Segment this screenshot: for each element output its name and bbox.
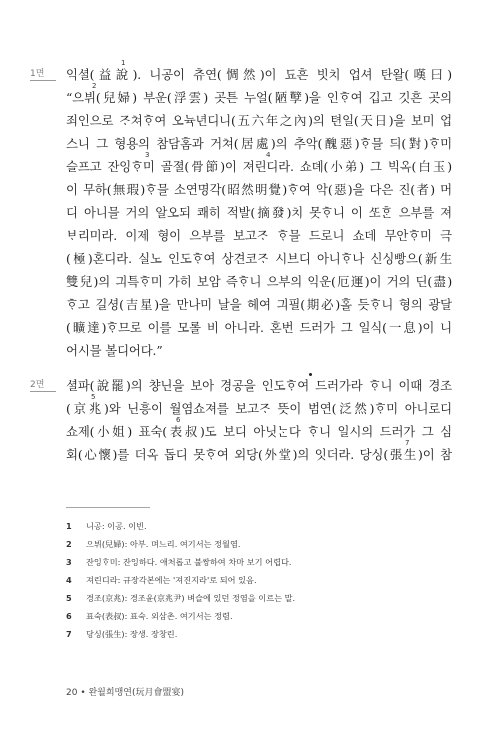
footnote-marker-5: 5: [91, 393, 96, 401]
footnote-marker-1: 1: [121, 59, 126, 67]
section-label-2: 2면: [30, 380, 45, 390]
footnote-item: 2 으뷔(兒婦): 아부. 며느리. 여기서는 정월염.: [66, 539, 241, 549]
section-rule-2: [30, 391, 56, 392]
footnote-item: 3 잔잉ᄒᆞ미: 잔잉하다. 애처롭고 불쌍하여 차마 보기 어렵다.: [66, 557, 292, 567]
footnote-marker-2: 2: [92, 82, 97, 90]
text-line: 회(心懷)를 더옥 돕디 못ᄒᆞ여 외당(外堂)의 잇더라. 당싱(張生)이 참: [66, 447, 452, 462]
text-line: 죄인으로 ᄌᆞ쳐ᄒᆞ여 오뉵년디니(五六年之內)의 텬일(天日)을 보미 업: [66, 113, 452, 128]
text-line: 어시믈 볼디어다.”: [66, 343, 163, 358]
footnote-item: 6 표숙(表叔): 표숙. 외삼촌. 여기서는 정렴.: [66, 611, 233, 621]
text-line: “으뷔(兒婦) 부운(浮雲) 곳튼 누얼(陋孼)을 인ᄒᆞ여 깁고 깃흔 곳의: [66, 90, 452, 105]
footnote-item: 4 져린디라: 규장각본에는 '져진지라'로 되어 있음.: [66, 575, 257, 585]
footnote-item: 1 니공: 이공. 이빈.: [66, 521, 147, 531]
text-line: 슬프고 잔잉ᄒᆞ미 골졀(骨節)이 져린디라. 쇼뎨(小弟) 그 빅옥(白玉): [66, 159, 452, 174]
text-line: (極)혼디라. 실노 인도ᄒᆞ여 상견코ᄌᆞ 시브디 아니ᄒᆞ나 신싱빵으(新生: [66, 251, 452, 266]
emphasis-dot: [309, 373, 312, 376]
footnote-marker-3: 3: [145, 151, 150, 159]
footnote-marker-7: 7: [405, 439, 410, 447]
page-footer: 20 • 완월희맹연(玩月會盟宴): [66, 688, 184, 698]
footnote-marker-6: 6: [176, 416, 181, 424]
text-line: (京兆)와 닌흥이 월염쇼져를 보고ᄌᆞ 뜻이 범연(泛然)ᄒᆞ미 아니로디: [66, 401, 452, 416]
footnote-item: 7 당싱(張生): 장생. 장창린.: [66, 629, 178, 639]
text-line: 雙兒)의 긔특ᄒᆞ미 가히 보암 즉ᄒᆞ니 으부의 익운(厄運)이 거의 딘(盡): [66, 274, 452, 289]
text-line: 셜파(說罷)의 챵닌을 보아 경공을 인도ᄒᆞ여 드러가라 ᄒᆞ니 이때 경조: [66, 378, 452, 393]
text-line: 스니 그 형용의 참담홈과 거쳐(居處)의 추악(醜惡)ᄒᆞ믈 듸(對)ᄒᆞ미: [66, 136, 452, 151]
text-line: 이 무하(無瑕)ᄒᆞ믈 소연명각(昭然明覺)ᄒᆞ여 악(惡)을 다은 진(者) 머: [66, 182, 452, 197]
footnote-marker-4: 4: [266, 151, 271, 159]
text-line: 익셜(益說). 니공이 츄연(惆然)이 됴흔 빗치 업셔 탄왈(嘆曰): [66, 67, 452, 82]
footnote-item: 5 경조(京兆): 경조윤(京兆尹) 벼슬에 있던 정염을 이르는 말.: [66, 593, 296, 603]
section-rule-1: [30, 80, 56, 81]
text-line: ᄒᆞ고 길셩(吉星)을 만나미 날을 헤여 긔필(期必)홀 듯ᄒᆞ니 형의 광달: [66, 297, 452, 312]
text-line: 디 아니믈 거의 알오되 쾌히 적발(摘發)치 못ᄒᆞ니 이 ᄯᅩᄒᆞᆫ 으부를 져: [66, 205, 452, 220]
text-line: (曠達)ᄒᆞ므로 이를 모롤 비 아니라. 혼번 드러가 그 일식(一息)이 니: [66, 320, 452, 335]
text-line: 쇼제(小姐) 표숙(表叔)도 보디 아닛ᄂᆞᆫ다 ᄒᆞ니 일시의 드러가 그 심: [66, 424, 452, 439]
footnote-rule: [66, 507, 150, 508]
section-label-1: 1면: [30, 69, 45, 79]
text-line: ᄇᆞ리미라. 이제 형이 으부를 보고ᄌᆞ ᄒᆞ믈 드로니 쇼데 무안ᄒᆞ미 극: [66, 228, 452, 243]
